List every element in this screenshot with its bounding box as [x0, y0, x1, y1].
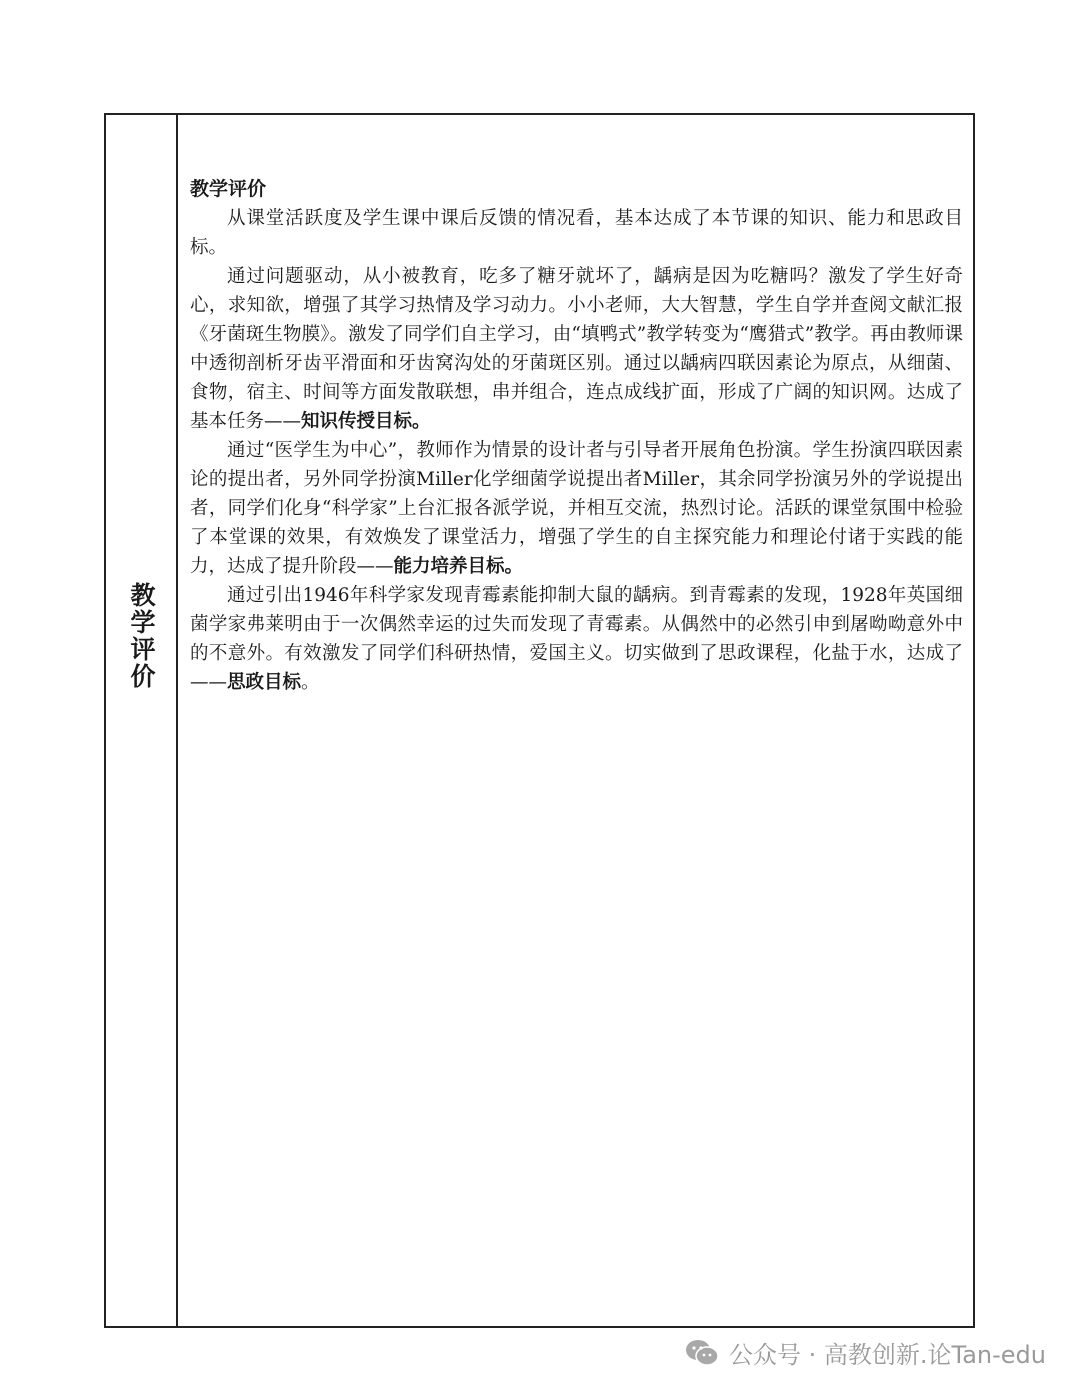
side-label: 教学评价: [127, 581, 156, 690]
watermark: [685, 1335, 1046, 1370]
paragraph-4: 通过引出1946年科学家发现青霉素能抑制大鼠的龋病。到青霉素的发现，1928年英国细菌学家弗莱明由于一次偶然幸运的过失而发现了青霉素。从偶然中的必然引申到屠呦呦意外中的不意外。有效激发了同学们科研热情，爱国主义。切实做到了思政课程，化盐于水，达成了——思政目标。: [190, 585, 963, 693]
knowledge-goal: 知识传授目标。: [301, 411, 431, 432]
paragraph-1: 从课堂活跃度及学生课中课后反馈的情况看，基本达成了本节课的知识、能力和思政目标。: [190, 208, 963, 258]
watermark-text: 公众号 · 高教创新.论Tan-edu: [729, 1341, 1046, 1369]
ideology-goal: 思政目标: [227, 672, 302, 693]
wechat-icon: [685, 1339, 719, 1367]
evaluation-table: [104, 113, 975, 1328]
paragraph-3: 通过“医学生为中心”，教师作为情景的设计者与引导者开展角色扮演。学生扮演四联因素论的提出者，另外同学扮演Miller化学细菌学说提出者Miller，其余同学扮演另外的学说提出者，同学们化身“科学家”上台汇报各派学说，并相互交流，热烈讨论。活跃的课堂氛围中检验了本堂课的效果，有效焕发了课堂活力，增强了学生的自主探究能力和理论付诸于实践的能力，达成了提升阶段——能力培养目标。: [190, 440, 963, 577]
side-label-cell: [106, 115, 178, 1326]
content-cell: [178, 115, 973, 1326]
paragraph-2: 通过问题驱动，从小被教育，吃多了糖牙就坏了，龋病是因为吃糖吗？激发了学生好奇心，求知欲，增强了其学习热情及学习动力。小小老师，大大智慧，学生自学并查阅文献汇报《牙菌斑生物膜》。激发了同学们自主学习，由“填鸭式”教学转变为“鹰猎式”教学。再由教师课中透彻剖析牙齿平滑面和牙齿窝沟处的牙菌斑区别。通过以龋病四联因素论为原点，从细菌、食物，宿主、时间等方面发散联想，串并组合，连点成线扩面，形成了广阔的知识网。达成了基本任务——知识传授目标。: [190, 266, 963, 432]
ability-goal: 能力培养目标。: [393, 556, 524, 577]
section-heading: 教学评价: [190, 178, 267, 200]
